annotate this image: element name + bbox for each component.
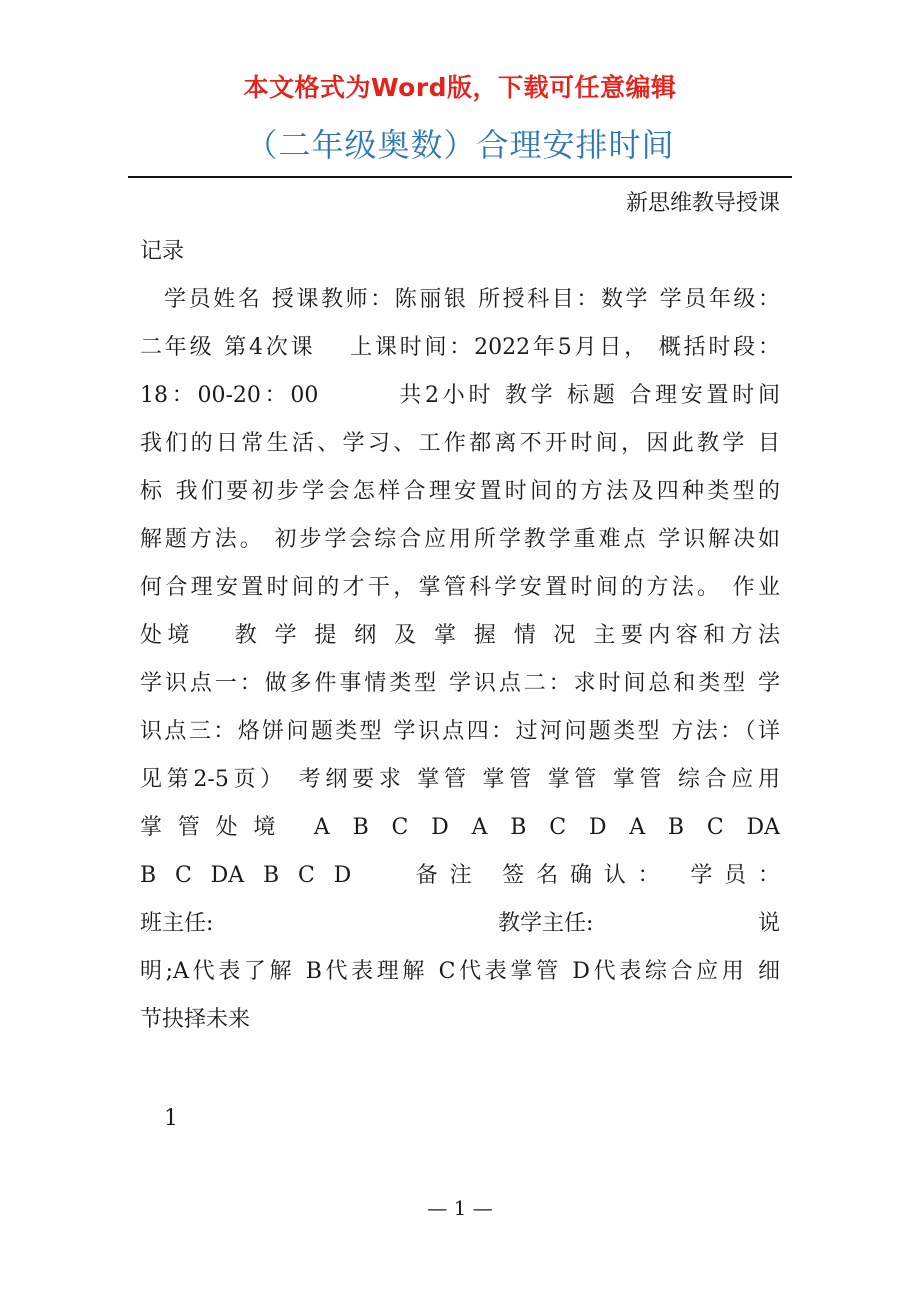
page-footer: — 1 —	[427, 1196, 493, 1220]
document-body	[140, 180, 780, 1044]
body-line-10: 处境 教 学 提 纲 及 掌 握 情 况 主要内容和方法	[140, 623, 780, 648]
note-start: 说	[757, 911, 780, 936]
body-line-5: 18：00-20：00 共2小时 教学 标题 合理安置时间	[140, 383, 780, 408]
homeroom-teacher-label: 班主任:	[140, 911, 214, 936]
body-line-4: 二年级 第4次课 上课时间：2022年5月日， 概括时段：	[140, 335, 780, 360]
body-line-6: 我们的日常生活、学习、工作都离不开时间，因此教学 目	[140, 431, 780, 456]
body-line-8: 解题方法。 初步学会综合应用所学教学重难点 学识解决如	[140, 527, 780, 552]
body-line-17: 明;A代表了解 B代表理解 C代表掌管 D代表综合应用 细	[140, 959, 780, 984]
body-line-9: 何合理安置时间的才干，掌管科学安置时间的方法。 作业	[140, 575, 780, 600]
body-line-12: 识点三：烙饼问题类型 学识点四：过河问题类型 方法：（详	[140, 719, 780, 744]
body-line-15: B C DA B C D 备注 签名确认： 学员：	[140, 863, 780, 888]
body-line-3: 学员姓名 授课教师：陈丽银 所授科目：数学 学员年级：	[164, 287, 780, 312]
document-title: （二年级奥数）合理安排时间	[245, 126, 675, 164]
teaching-director-label: 教学主任:	[497, 911, 594, 936]
body-line-2: 记录	[140, 239, 185, 264]
body-line-11: 学识点一：做多件事情类型 学识点二：求时间总和类型 学	[140, 671, 780, 696]
body-line-1: 新思维教导授课	[625, 191, 780, 216]
download-banner: 本文格式为Word版，下载可任意编辑	[243, 73, 677, 102]
body-line-13: 见第2-5页） 考纲要求 掌管 掌管 掌管 掌管 综合应用	[140, 767, 780, 792]
body-line-14: 掌管处境 A B C D A B C D A B C DA	[140, 815, 780, 840]
page-marker: 1	[164, 1106, 178, 1131]
title-divider	[128, 176, 792, 178]
signature-row	[140, 900, 780, 948]
body-line-18: 节抉择未来	[140, 1007, 251, 1032]
body-line-7: 标 我们要初步学会怎样合理安置时间的方法及四种类型的	[140, 479, 780, 504]
